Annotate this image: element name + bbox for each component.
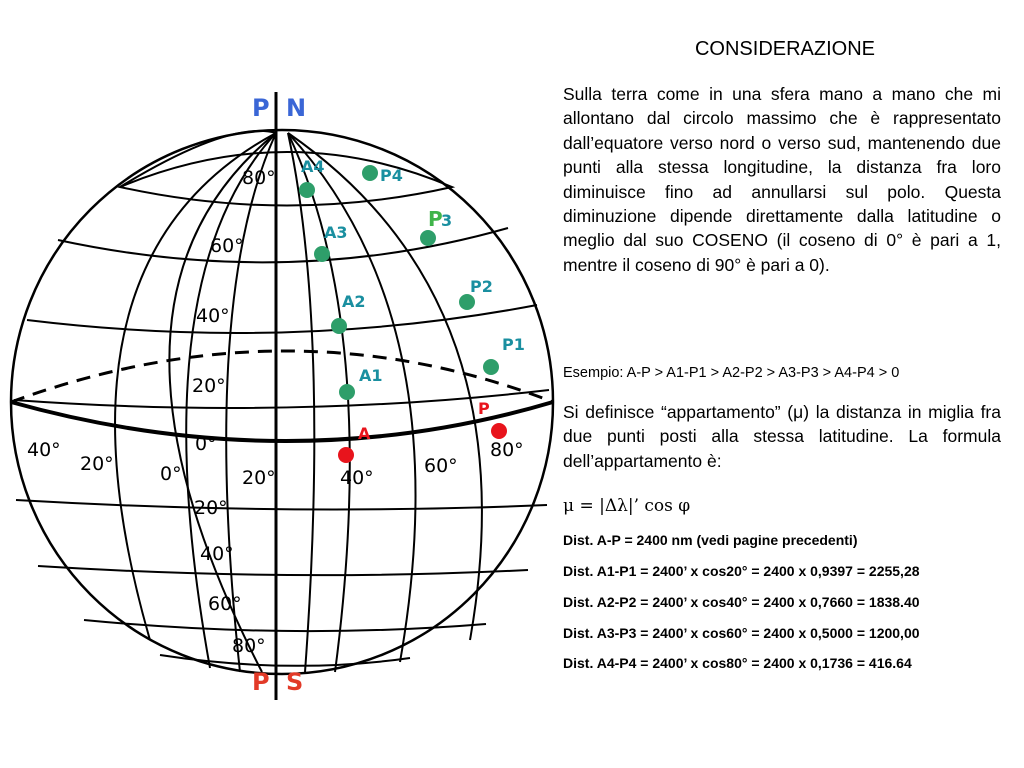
south-label: S <box>286 668 304 696</box>
lon-label-2: 20° <box>80 453 114 475</box>
north-label: N <box>286 94 307 122</box>
lon-label-3: 0° <box>160 463 182 485</box>
formula: μ = |Δλ|’ cos φ <box>563 496 691 516</box>
page-title: CONSIDERAZIONE <box>694 38 876 60</box>
label-p3-digit: 3 <box>441 211 453 230</box>
distance-a3-p3: Dist. A3-P3 = 2400’ x cos60° = 2400 x 0,5000 = 1200,00 <box>563 625 920 641</box>
point-a4 <box>299 182 315 198</box>
lat-label-20n: 20° <box>192 375 226 397</box>
lat-label-60s: 60° <box>208 593 242 615</box>
example-line: Esempio: A-P > A1-P1 > A2-P2 > A3-P3 > A4-P4 > 0 <box>563 365 900 381</box>
distance-a1-p1: Dist. A1-P1 = 2400’ x cos20° = 2400 x 0,9397 = 2255,28 <box>563 563 920 579</box>
lat-label-40s: 40° <box>200 543 234 565</box>
meridian-8 <box>288 133 314 672</box>
label-a2: A2 <box>342 292 366 311</box>
label-a4: A4 <box>301 157 325 176</box>
latitude-s20-line <box>16 500 547 509</box>
point-p4 <box>362 165 378 181</box>
distance-a4-p4: Dist. A4-P4 = 2400’ x cos80° = 2400 x 0,1736 = 416.64 <box>563 655 912 671</box>
latitude-s40-line <box>38 566 528 575</box>
label-p1: P1 <box>502 335 525 354</box>
lon-label-7: 80° <box>490 439 524 461</box>
latitude-40-line <box>27 305 537 333</box>
definition-paragraph: Si definisce “appartamento” (μ) la distanza in miglia fra due punti posti alla stessa latitudine. La formula dell’appartamento è: <box>563 402 1001 471</box>
point-p2 <box>459 294 475 310</box>
lat-label-80n: 80° <box>242 167 276 189</box>
label-p3-letter: P <box>428 207 443 231</box>
point-p3 <box>420 230 436 246</box>
point-a2 <box>331 318 347 334</box>
label-p: P <box>478 399 490 418</box>
point-a <box>338 447 354 463</box>
south-pole-label: P <box>252 668 270 696</box>
latitude-s80-line <box>160 655 410 666</box>
latitude-60-line <box>58 228 508 262</box>
point-a1 <box>339 384 355 400</box>
point-a3 <box>314 246 330 262</box>
meridian-5 <box>288 133 350 672</box>
north-pole-label: P <box>252 94 270 122</box>
label-p2: P2 <box>470 277 493 296</box>
lat-label-20s: 20° <box>194 497 228 519</box>
lon-label-5: 40° <box>340 467 374 489</box>
meridian-2 <box>186 133 276 668</box>
label-p4: P4 <box>380 166 403 185</box>
distance-a-p: Dist. A-P = 2400 nm (vedi pagine precedenti) <box>563 532 858 548</box>
lat-label-60n: 60° <box>210 235 244 257</box>
meridian-3 <box>226 133 276 672</box>
lon-label-4: 20° <box>242 467 276 489</box>
label-a: A <box>358 424 371 443</box>
meridian-1 <box>169 133 276 672</box>
label-a3: A3 <box>324 223 348 242</box>
point-p1 <box>483 359 499 375</box>
lat-label-80s: 80° <box>232 635 266 657</box>
distance-a2-p2: Dist. A2-P2 = 2400’ x cos40° = 2400 x 0,7660 = 1838.40 <box>563 594 920 610</box>
lat-label-40n: 40° <box>196 305 230 327</box>
lon-label-1: 40° <box>27 439 61 461</box>
label-a1: A1 <box>359 366 383 385</box>
explanation-paragraph: Sulla terra come in una sfera mano a mano che mi allontano dal circolo massimo che è rappresentato dall’equatore verso nord o verso sud, mantenendo due punti alla stessa longitudine, la distanza fra loro diminuisce fino ad annullarsi sul polo. Questa diminuzione dipende direttamente dalla latitudine o meglio dal suo COSENO (il coseno di 0° è pari a 1, mentre il coseno di 90° è pari a 0). <box>563 84 1001 275</box>
lon-label-6: 60° <box>424 455 458 477</box>
point-p <box>491 423 507 439</box>
equator-back-dashed <box>11 351 553 402</box>
lat-label-0: 0° <box>195 433 217 455</box>
